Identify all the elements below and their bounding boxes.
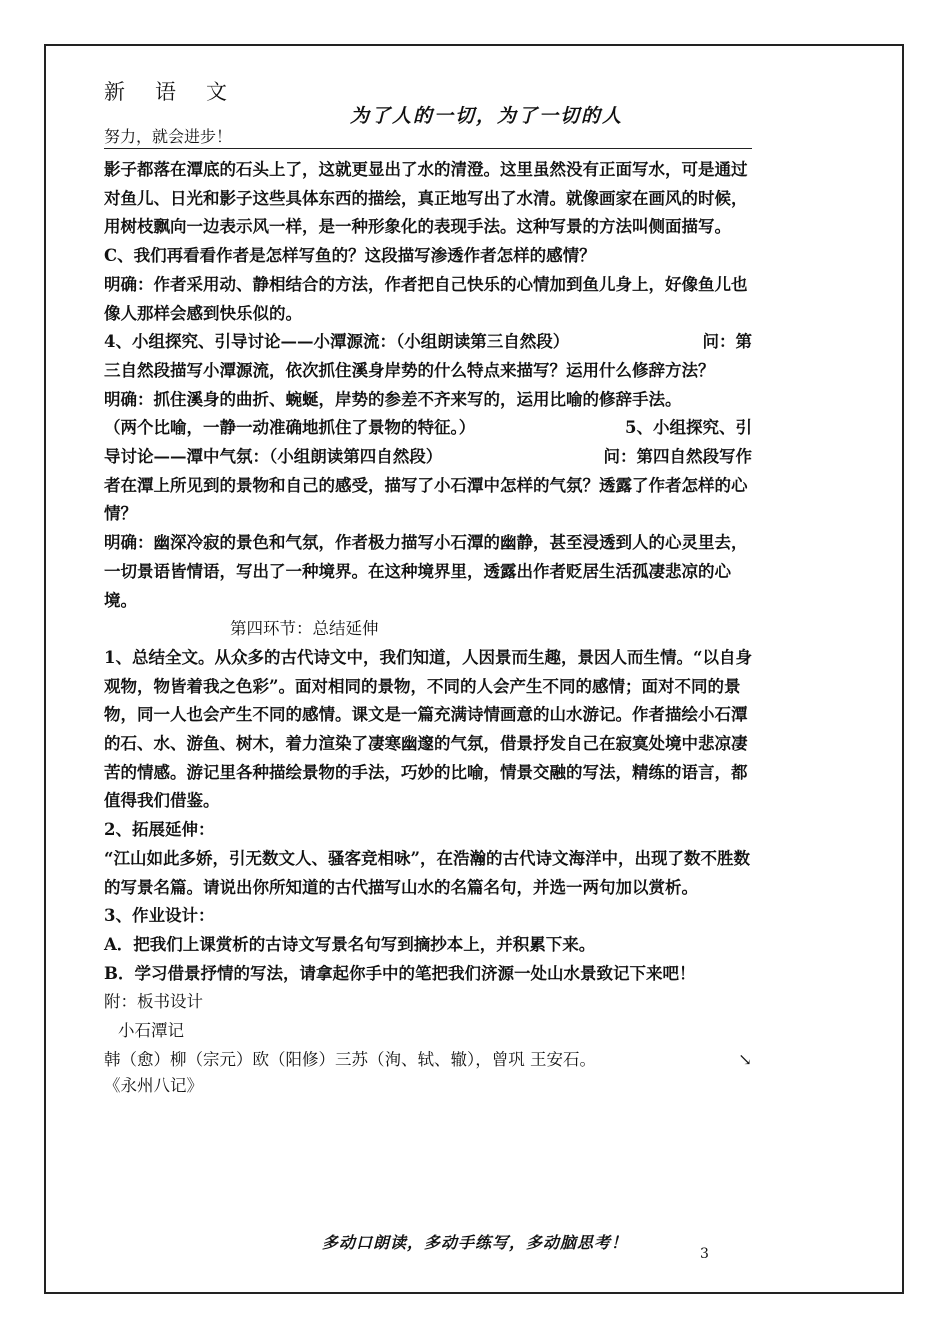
answer-5: 明确：幽深冷寂的景色和气氛，作者极力描写小石潭的幽静，甚至浸透到人的心灵里去，一切景语皆情语，写出了一种境界。在这种境界里，透露出作者贬居生活孤凄悲凉的心境。 [104,533,748,610]
extension-title: 2、拓展延伸： [104,820,215,840]
section-5-question: 者在潭上所见到的景物和自己的感受，描写了小石潭中怎样的气氛？透露了作者怎样的心情？ [104,475,748,524]
homework-b: B．学习借景抒情的写法，请拿起你手中的笔把我们济源一处山水景致记下来吧！ [104,963,696,983]
homework-a: A．把我们上课赏析的古诗文写景名句写到摘抄本上，并积累下来。 [104,934,596,954]
document-body [104,156,752,1097]
board-lesson-name: 小石潭记 [118,1021,184,1041]
summary-paragraph: 1、总结全文。从众多的古代诗文中，我们知道，人因景而生趣，景因人而生情。“以自身观物，物皆着我之色彩”。面对相同的景物，不同的人会产生不同的感情；面对不同的景物，同一人也会产生不同的感情。课文是一篇充满诗情画意的山水游记。作者描绘小石潭的石、水、游鱼、树木，着力渲染了凄寒幽邃的气氛，借景抒发自己在寂寞处境中悲凉凄苦的情感。游记里各种描绘景物的手法，巧妙的比喻，情景交融的写法，精练的语言，都值得我们借鉴。 [104,647,752,811]
arrow-down-right-icon: ↘ [738,1049,752,1069]
extension-body: “江山如此多娇，引无数文人、骚客竞相咏”，在浩瀚的古代诗文海洋中，出现了数不胜数的写景名篇。请说出你所知道的古代描写山水的名篇名句，并选一两句加以赏析。 [104,848,750,897]
board-design-title: 附：板书设计 [104,992,203,1012]
page-number: 3 [700,1246,709,1262]
section-4-question-start: 问：第 [702,332,752,352]
header-divider [104,148,752,149]
section-5-title-start: 5、小组探究、引 [625,418,752,438]
header-brand: 新语文 [104,80,257,104]
section-5-title: 导讨论——潭中气氛：（小组朗读第四自然段） [104,447,443,467]
stage-4-heading: 第四环节：总结延伸 [230,619,379,639]
answer-4-note-text: （两个比喻，一静一动准确地抓住了景物的特征。） [104,418,476,438]
answer-4-note [104,414,752,443]
board-authors: 韩（愈）柳（宗元）欧（阳修）三苏（洵、轼、辙），曾巩 王安石。 [104,1049,596,1069]
board-authors-line [104,1046,752,1075]
board-book: 《永州八记》 [104,1075,203,1095]
answer-c: 明确：作者采用动、静相结合的方法，作者把自己快乐的心情加到鱼儿身上，好像鱼儿也像人那样会感到快乐似的。 [104,274,748,323]
header-motto: 为了人的一切，为了一切的人 [350,105,624,127]
paragraph-water-description: 影子都落在潭底的石头上了，这就更显出了水的清澄。这里虽然没有正面写水，可是通过对鱼儿、日光和影子这些具体东西的描绘，真正地写出了水清。就像画家在画风的时候，用树枝飘向一边表示风一样，是一种形象化的表现手法。这种写景的方法叫侧面描写。 [104,160,748,237]
homework-title: 3、作业设计： [104,906,215,926]
section-4-title: 4、小组探究、引导讨论——小潭源流：（小组朗读第三自然段） [104,332,570,352]
header-slogan: 努力，就会进步！ [104,127,233,146]
section-5-heading [104,443,752,472]
section-5-question-start: 问：第四自然段写作 [603,447,752,467]
answer-4: 明确：抓住溪身的曲折、蜿蜒，岸势的参差不齐来写的，运用比喻的修辞手法。 [104,389,682,409]
footer-slogan: 多动口朗读，多动手练写，多动脑思考！ [321,1233,628,1252]
section-4-heading [104,328,752,357]
question-c: C、我们再看看作者是怎样写鱼的？这段描写渗透作者怎样的感情？ [104,246,596,266]
section-4-question: 三自然段描写小潭源流，依次抓住溪身岸势的什么特点来描写？运用什么修辞方法？ [104,360,715,380]
